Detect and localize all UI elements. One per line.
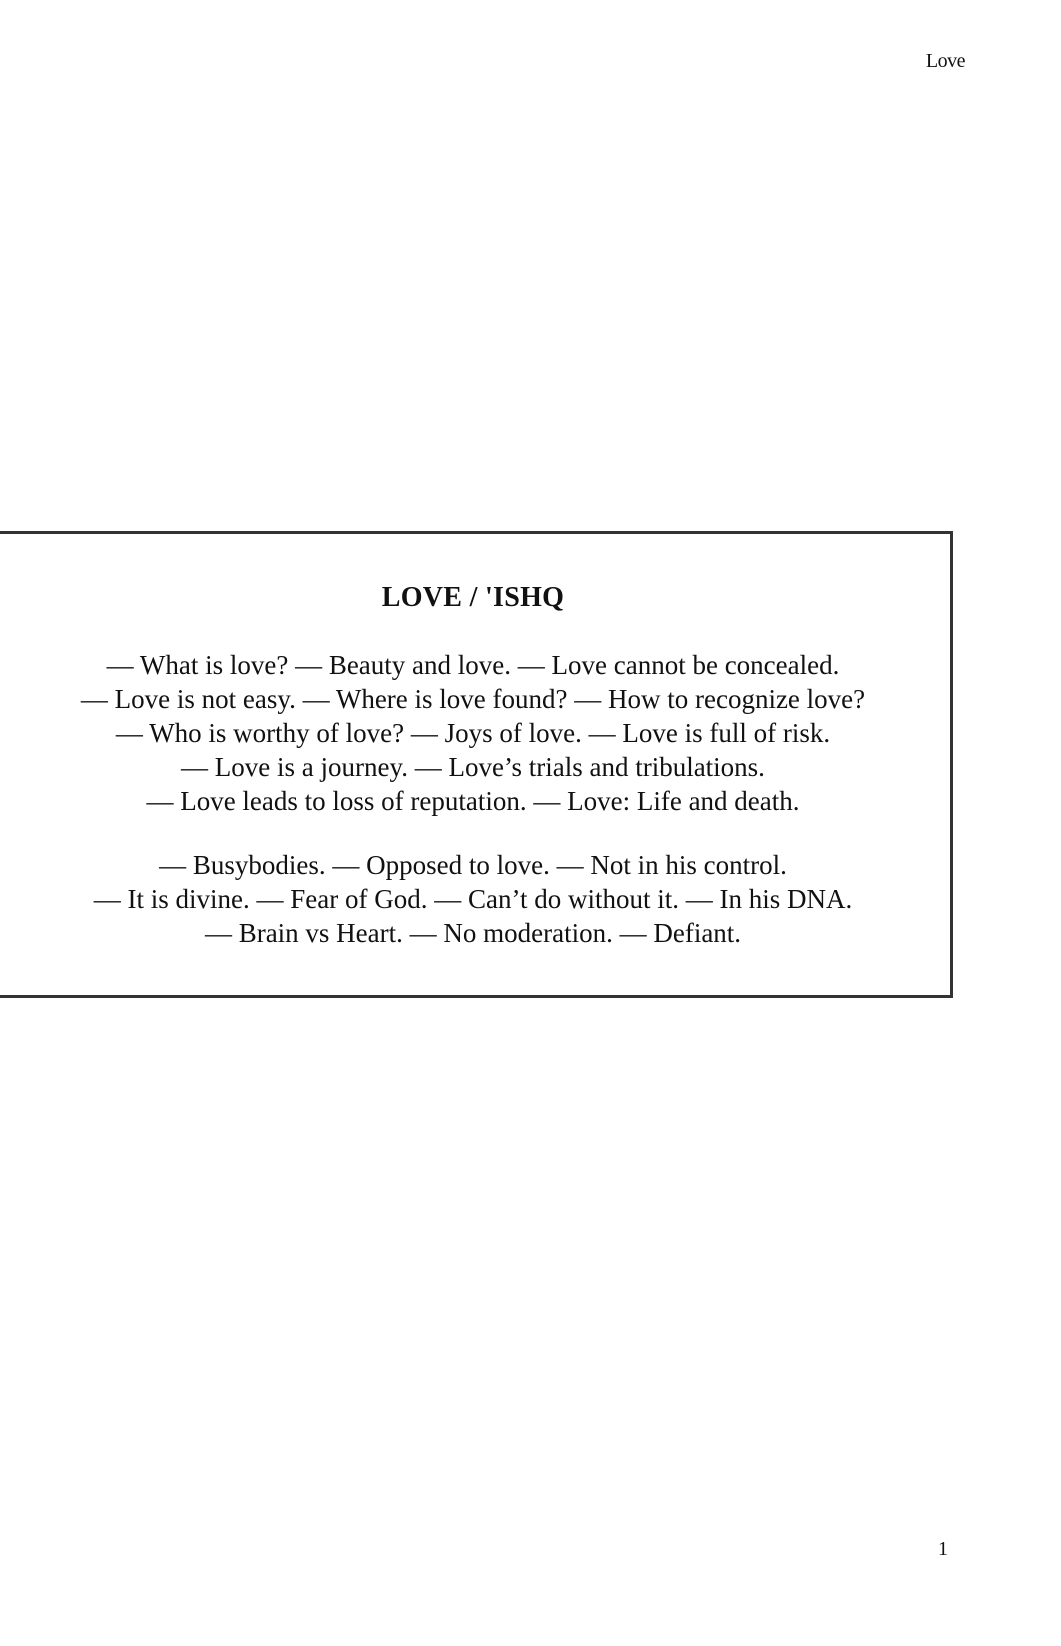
topic-line: — What is love? — Beauty and love. — Love cannot be concealed.: [106, 650, 840, 680]
chapter-contents-box: [0, 531, 953, 998]
running-head: Love: [925, 50, 965, 72]
topic-line: — Love leads to loss of reputation. — Love: Life and death.: [146, 786, 800, 816]
chapter-title: LOVE / 'ISHQ: [381, 582, 565, 613]
topic-line: — Who is worthy of love? — Joys of love. — Love is full of risk.: [115, 718, 831, 748]
topic-line: — Busybodies. — Opposed to love. — Not in his control.: [159, 850, 787, 880]
topic-group-1: [0, 648, 950, 818]
topic-line: — Love is a journey. — Love’s trials and tribulations.: [181, 752, 765, 782]
topic-line: — It is divine. — Fear of God. — Can’t do without it. — In his DNA.: [93, 884, 853, 914]
page-number: 1: [938, 1538, 948, 1560]
topic-line: — Brain vs Heart. — No moderation. — Defiant.: [204, 918, 742, 948]
topic-line: — Love is not easy. — Where is love found? — How to recognize love?: [80, 684, 866, 714]
topic-group-2: [0, 848, 950, 950]
